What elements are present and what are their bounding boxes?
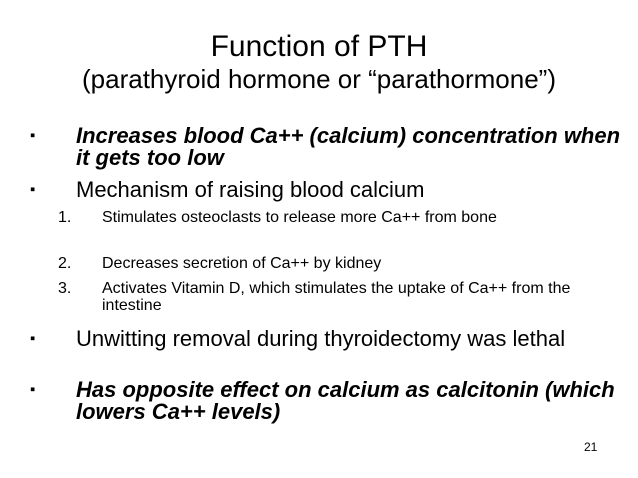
- list-number: 1.: [58, 209, 72, 226]
- slide-title: Function of PTH: [210, 30, 428, 63]
- page-number: 21: [584, 440, 598, 454]
- numbered-item-vitamin-d: Activates Vitamin D, which stimulates the uptake of Ca++ from the intestine: [102, 280, 571, 314]
- square-bullet-icon: ▪: [30, 127, 36, 144]
- square-bullet-icon: ▪: [30, 181, 36, 198]
- numbered-item-kidney: Decreases secretion of Ca++ by kidney: [102, 255, 382, 272]
- list-number: 2.: [58, 255, 72, 272]
- bullet-increases-calcium: Increases blood Ca++ (calcium) concentration when it gets too low: [76, 123, 621, 170]
- square-bullet-icon: ▪: [30, 381, 36, 398]
- square-bullet-icon: ▪: [30, 330, 36, 347]
- list-number: 3.: [58, 280, 72, 297]
- bullet-mechanism: Mechanism of raising blood calcium: [76, 177, 425, 202]
- numbered-item-osteoclasts: Stimulates osteoclasts to release more Ca++ from bone: [102, 209, 497, 226]
- slide-subtitle: (parathyroid hormone or “parathormone”): [82, 64, 556, 94]
- bullet-thyroidectomy: Unwitting removal during thyroidectomy was lethal: [76, 326, 566, 351]
- bullet-opposite-effect: Has opposite effect on calcium as calcitonin (which lowers Ca++ levels): [76, 377, 615, 424]
